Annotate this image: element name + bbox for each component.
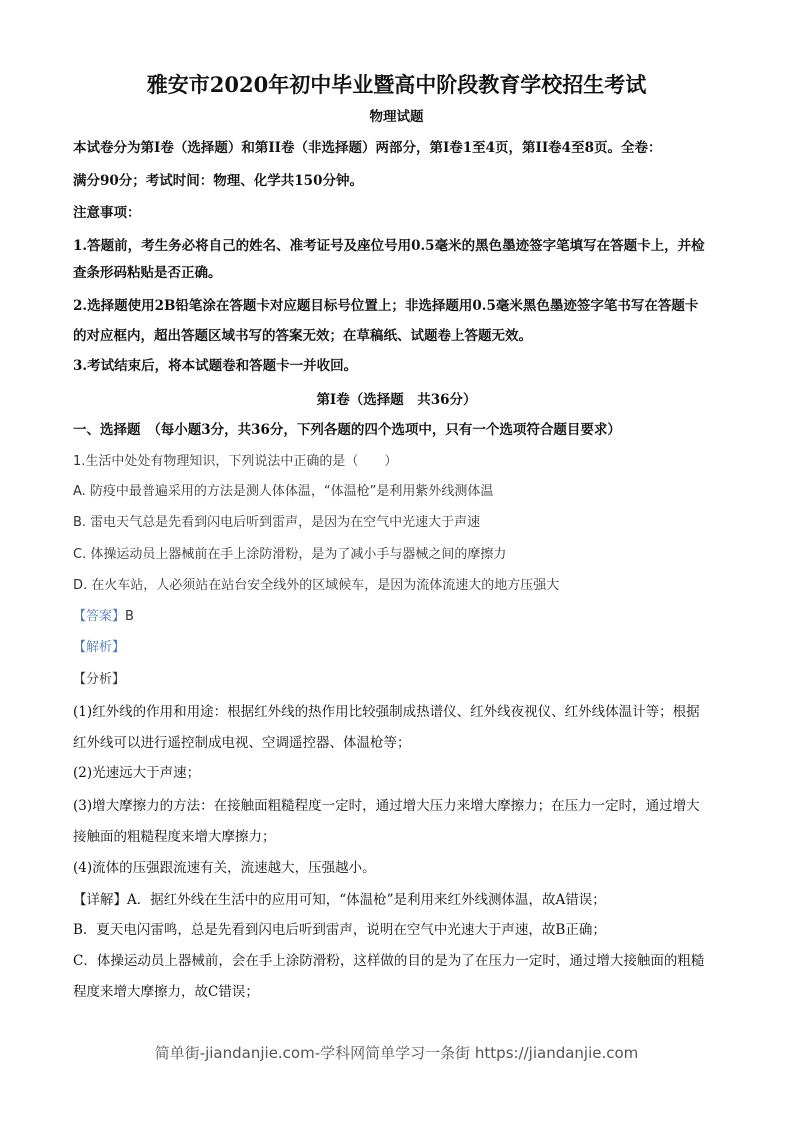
analysis-label: 【解析】 [73, 640, 126, 655]
detail-line: 程度来增大摩擦力，故C错误； [73, 984, 259, 1000]
note-line: 1.答题前，考生务必将自己的姓名、准考证号及座位号用0.5毫米的黑色墨迹签字笔填写在答题卡上，并检 [73, 238, 705, 254]
answer-value: B [125, 609, 134, 624]
fenxi-line: (1)红外线的作用和用途：根据红外线的热作用比较强制成热谱仪、红外线夜视仪、红外线体温计等；根据 [73, 704, 700, 720]
option-c: C. 体操运动员上器械前在手上涂防滑粉，是为了减小手与器械之间的摩擦力 [73, 547, 507, 562]
part-heading: 一、选择题 （每小题3分，共36分，下列各题的四个选项中，只有一个选项符合题目要求） [73, 422, 621, 438]
detail-line: B．夏天电闪雷鸣，总是先看到闪电后听到雷声，说明在空气中光速大于声速，故B正确； [73, 922, 606, 938]
option-a: A. 防疫中最普遍采用的方法是测人体体温，“体温枪”是利用紫外线测体温 [73, 484, 494, 499]
fenxi-line: (3)增大摩擦力的方法：在接触面粗糙程度一定时，通过增大压力来增大摩擦力；在压力一定时，通过增大 [73, 798, 700, 814]
fenxi-line: (2)光速远大于声速； [73, 765, 201, 781]
question-text: 1.生活中处处有物理知识，下列说法中正确的是（ ） [73, 454, 398, 469]
note-line: 3.考试结束后，将本试题卷和答题卡一并收回。 [73, 358, 358, 374]
note-line: 查条形码粘贴是否正确。 [73, 265, 222, 281]
fenxi-line: 红外线可以进行遥控制成电视、空调遥控器、体温枪等； [73, 735, 411, 751]
note-line: 的对应框内，超出答题区域书写的答案无效；在草稿纸、试题卷上答题无效。 [73, 328, 532, 344]
answer-label: 【答案】 [73, 609, 126, 624]
fenxi-line: 接触面的粗糙程度来增大摩擦力； [73, 829, 276, 845]
fenxi-label: 【分析】 [73, 672, 126, 687]
answer [73, 607, 134, 627]
fenxi-line: (4)流体的压强跟流速有关，流速越大，压强越小。 [73, 860, 376, 876]
exam-title: 雅安市2020年初中毕业暨高中阶段教育学校招生考试 [146, 72, 647, 97]
footer-watermark: 简单街-jiandanjie.com-学科网简单学习一条街 https://jiandanjie.com [154, 1044, 639, 1062]
note-line: 2.选择题使用2B铅笔涂在答题卡对应题目标号位置上；非选择题用0.5毫米黑色墨迹签字笔书写在答题卡 [73, 298, 699, 314]
detail-line: 【详解】A．据红外线在生活中的应用可知，“体温枪”是利用来红外线测体温，故A错误； [73, 892, 606, 908]
section-title: 第I卷（选择题 共36分） [316, 392, 477, 408]
intro-line: 本试卷分为第I卷（选择题）和第II卷（非选择题）两部分，第I卷1至4页，第II卷4至8页。全卷： [73, 140, 662, 156]
detail-line: C．体操运动员上器械前，会在手上涂防滑粉，这样做的目的是为了在压力一定时，通过增大接触面的粗糙 [73, 953, 705, 969]
exam-subtitle: 物理试题 [369, 109, 424, 125]
option-d: D. 在火车站，人必须站在站台安全线外的区域候车，是因为流体流速大的地方压强大 [73, 578, 560, 593]
option-b: B. 雷电天气总是先看到闪电后听到雷声，是因为在空气中光速大于声速 [73, 515, 481, 530]
notes-heading: 注意事项： [73, 205, 141, 221]
intro-line: 满分90分；考试时间：物理、化学共150分钟。 [73, 173, 363, 189]
